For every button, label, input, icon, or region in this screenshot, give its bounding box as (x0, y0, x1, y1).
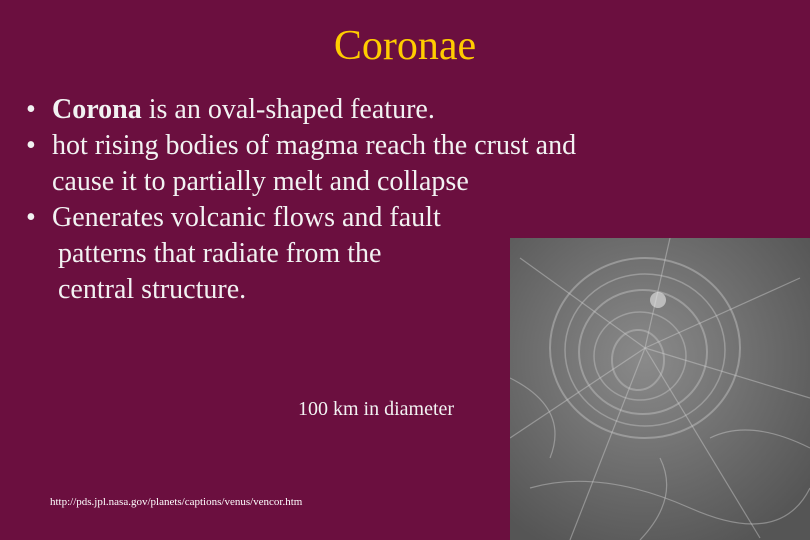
bullet-bold-term: Corona (52, 94, 142, 125)
bullet-line: hot rising bodies of magma reach the crust and (52, 130, 577, 161)
source-url: http://pds.jpl.nasa.gov/planets/captions/venus/vencor.htm (50, 496, 303, 508)
image-caption: 100 km in diameter (298, 398, 455, 420)
corona-radar-image-graphic (510, 238, 810, 540)
bullet-line: central structure. (58, 274, 247, 305)
bullet-dot: • (26, 94, 36, 125)
bullet-line: cause it to partially melt and collapse (52, 166, 469, 197)
corona-radar-image (510, 238, 810, 540)
bullet-text: is an oval-shaped feature. (141, 94, 435, 125)
bullet-dot: • (26, 130, 36, 161)
bullet-item (22, 92, 662, 128)
slide-title: Coronae (333, 23, 477, 69)
bullet-item (22, 128, 662, 200)
bullet-line: patterns that radiate from the (58, 238, 382, 269)
bullet-dot: • (26, 202, 36, 233)
bullet-line: Generates volcanic flows and fault (52, 202, 441, 233)
